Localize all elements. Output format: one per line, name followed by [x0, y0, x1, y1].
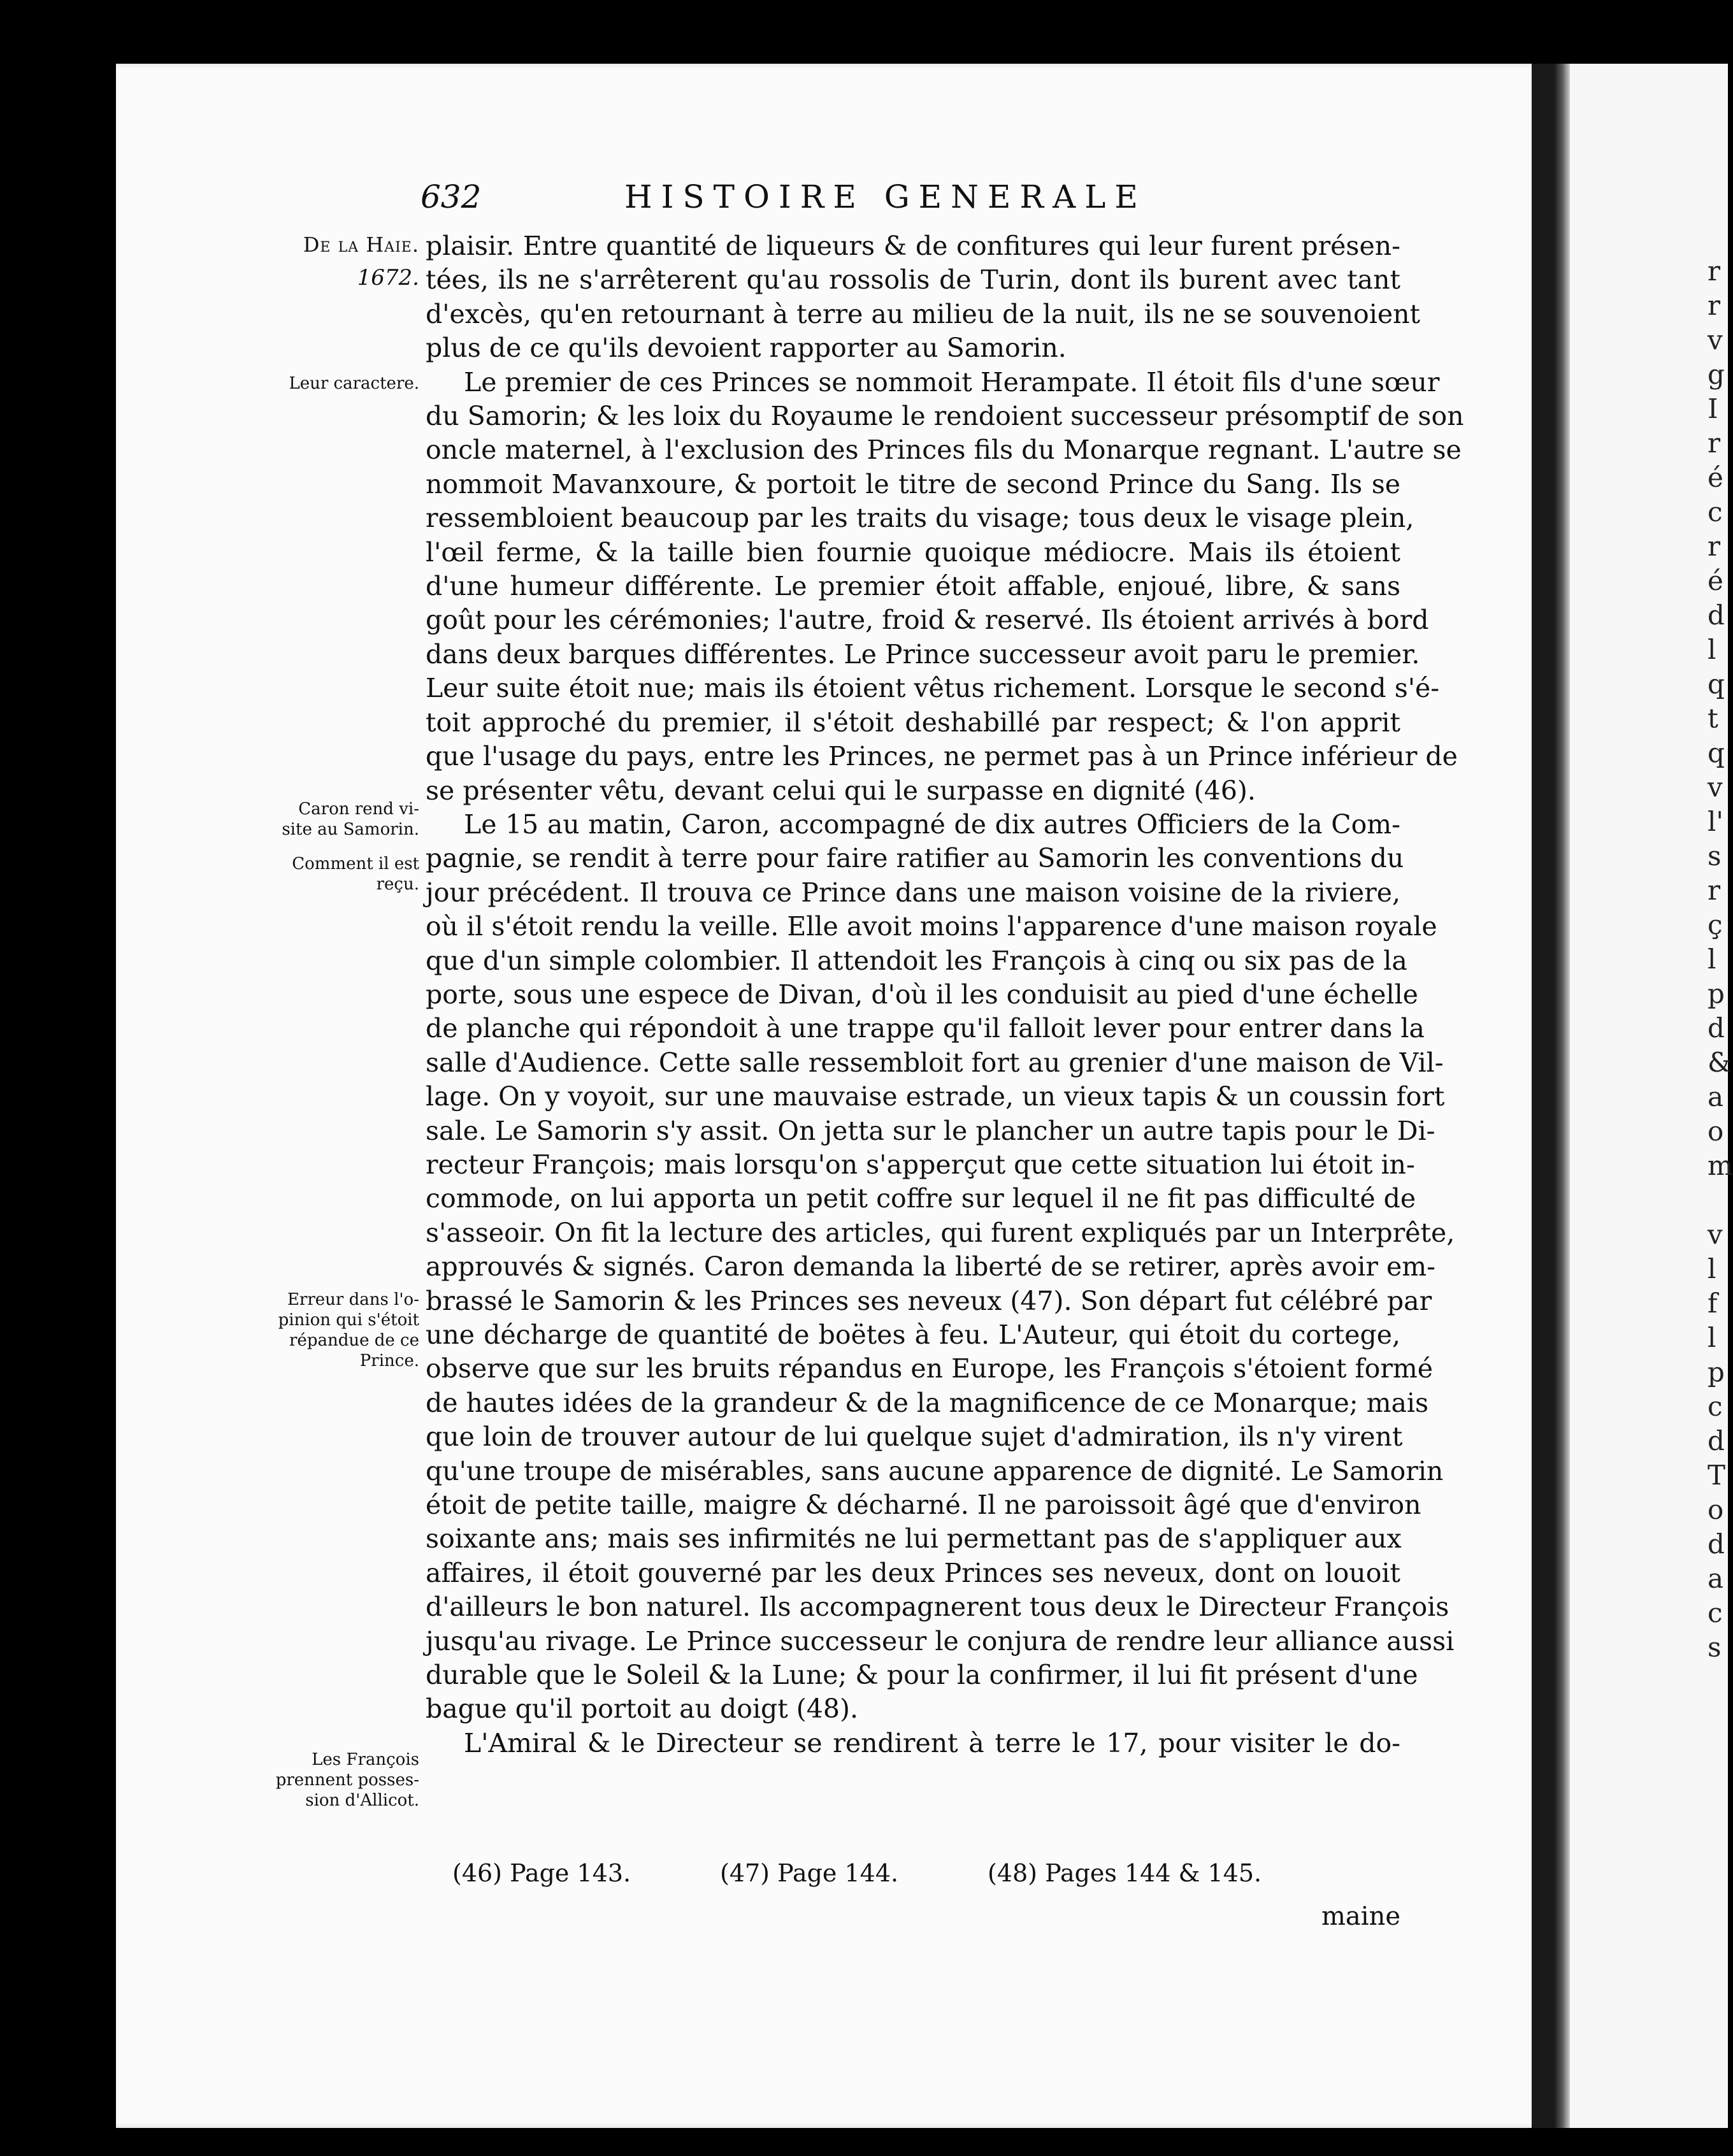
- margin-note-line: 1672.: [357, 265, 419, 291]
- text-line: que loin de trouver autour de lui quelque sujet d'admiration, ils n'y virent: [426, 1421, 1403, 1453]
- margin-note-visite: [255, 799, 419, 840]
- text-line: toit approché du premier, il s'étoit deshabillé par respect; & l'on apprit: [426, 707, 1400, 738]
- right-page-fragment: T: [1708, 1460, 1726, 1491]
- text-line: que l'usage du pays, entre les Princes, ne permet pas à un Prince inférieur de: [426, 741, 1458, 772]
- margin-note-line: Caron rend vi-: [298, 800, 419, 819]
- margin-note-line: prennent posses-: [275, 1771, 419, 1790]
- text-line: plaisir. Entre quantité de liqueurs & de confitures qui leur furent présen-: [426, 231, 1400, 261]
- footnote: (48) Pages 144 & 145.: [988, 1859, 1262, 1887]
- text-line: d'une humeur différente. Le premier étoit affable, enjoué, libre, & sans: [426, 571, 1400, 602]
- footnote: (46) Page 143.: [452, 1859, 631, 1887]
- text-line: observe que sur les bruits répandus en Europe, les François s'étoient formé: [426, 1353, 1434, 1384]
- text-line: du Samorin; & les loix du Royaume le rendoient successeur présomptif de son: [426, 401, 1464, 432]
- right-page-fragment: l: [1708, 1253, 1716, 1284]
- right-page-fragment: r: [1708, 255, 1721, 287]
- right-page-fragment: l: [1708, 944, 1716, 975]
- right-page-fragment: v: [1708, 324, 1723, 356]
- text-line: commode, on lui apporta un petit coffre sur lequel il ne fit pas difficulté de: [426, 1183, 1416, 1214]
- right-page-fragment: p: [1708, 978, 1725, 1009]
- margin-note-erreur: [255, 1290, 419, 1371]
- text-line: de hautes idées de la grandeur & de la magnificence de ce Monarque; mais: [426, 1387, 1429, 1418]
- body-text: [426, 229, 1464, 1760]
- margin-note-caractere: [255, 373, 419, 394]
- right-page-fragment: a: [1708, 1563, 1724, 1594]
- text-line: l'œil ferme, & la taille bien fournie quoique médiocre. Mais ils étoient: [426, 536, 1400, 568]
- text-line: s'asseoir. On fit la lecture des articles, qui furent expliqués par un Interprête,: [426, 1217, 1455, 1248]
- text-line: étoit de petite taille, maigre & décharné. Il ne paroissoit âgé que d'environ: [426, 1490, 1421, 1521]
- text-line: qu'une troupe de misérables, sans aucune apparence de dignité. Le Samorin: [426, 1455, 1444, 1486]
- text-line: que d'un simple colombier. Il attendoit les François à cinq ou six pas de la: [426, 945, 1407, 976]
- text-line: L'Amiral & le Directeur se rendirent à terre le 17, pour visiter le do-: [464, 1727, 1400, 1758]
- right-page-fragment: a: [1708, 1081, 1724, 1112]
- text-line: goût pour les cérémonies; l'autre, froid & reservé. Ils étoient arrivés à bord: [426, 605, 1429, 636]
- right-page-fragment: t: [1708, 703, 1718, 734]
- text-line: plus de ce qu'ils devoient rapporter au Samorin.: [426, 333, 1067, 364]
- right-page-fragment: r: [1708, 875, 1721, 906]
- right-page-fragment: ç: [1708, 909, 1723, 940]
- margin-note-author: [255, 234, 419, 255]
- right-page-fragments: [1708, 255, 1733, 1665]
- text-line: d'ailleurs le bon naturel. Ils accompagnerent tous deux le Directeur François: [426, 1592, 1449, 1623]
- margin-note-year: [255, 265, 419, 291]
- text-line: bague qu'il portoit au doigt (48).: [426, 1693, 859, 1725]
- right-page-fragment: c: [1708, 1597, 1723, 1628]
- text-line: Leur suite étoit nue; mais ils étoient vêtus richement. Lorsque le second s'é-: [426, 673, 1440, 704]
- right-page-fragment: r: [1708, 428, 1721, 459]
- right-page-fragment: I: [1708, 393, 1718, 424]
- text-line: d'excès, qu'en retournant à terre au milieu de la nuit, ils ne se souvenoient: [426, 298, 1421, 329]
- text-line: se présenter vêtu, devant celui qui le surpasse en dignité (46).: [426, 775, 1256, 806]
- margin-note-line: sion d'Allicot.: [305, 1791, 419, 1810]
- text-line: tées, ils ne s'arrêterent qu'au rossolis de Turin, dont ils burent avec tant: [426, 264, 1400, 296]
- right-page-fragment: r: [1708, 531, 1721, 562]
- margin-note-line: Les François: [312, 1750, 419, 1769]
- margin-note-allicot: [255, 1750, 419, 1811]
- text-line: Le premier de ces Princes se nommoit Herampate. Il étoit fils d'une sœur: [464, 366, 1440, 398]
- right-page-fragment: d: [1708, 1528, 1725, 1560]
- right-page-fragment: é: [1708, 565, 1723, 596]
- book-gutter: [1532, 64, 1555, 2128]
- text-line: salle d'Audience. Cette salle ressembloit fort au grenier d'une maison de Vil-: [426, 1047, 1444, 1078]
- right-page-fragment: v: [1708, 1219, 1723, 1250]
- running-head: HISTOIRE GENERALE: [624, 178, 1147, 215]
- right-page-fragment: c: [1708, 496, 1723, 528]
- book-spine: [1555, 64, 1570, 2128]
- right-page-fragment: f: [1708, 1288, 1718, 1319]
- margin-note-line: Comment il est: [292, 854, 419, 873]
- text-line: affaires, il étoit gouverné par les deux Princes ses neveux, dont on louoit: [426, 1557, 1400, 1588]
- right-page-fragment: g: [1708, 359, 1725, 390]
- text-line: soixante ans; mais ses infirmités ne lui permettant pas de s'appliquer aux: [426, 1523, 1402, 1555]
- margin-note-line: site au Samorin.: [282, 820, 419, 839]
- page-number: 632: [421, 178, 482, 215]
- text-line: approuvés & signés. Caron demanda la liberté de se retirer, après avoir em-: [426, 1251, 1436, 1283]
- footnotes: [452, 1859, 1408, 1895]
- text-line: jusqu'au rivage. Le Prince successeur le conjura de rendre leur alliance aussi: [426, 1625, 1455, 1657]
- right-page-fragment: c: [1708, 1391, 1723, 1422]
- right-page-fragment: l: [1708, 1322, 1716, 1353]
- right-page-fragment: l': [1708, 806, 1723, 837]
- margin-note-line: Prince.: [359, 1351, 419, 1370]
- margin-note-line: Erreur dans l'o-: [287, 1290, 419, 1309]
- text-line: porte, sous une espece de Divan, d'où il les conduisit au pied d'une échelle: [426, 979, 1418, 1010]
- text-line: une décharge de quantité de boëtes à feu. L'Auteur, qui étoit du cortege,: [426, 1319, 1400, 1350]
- text-line: dans deux barques différentes. Le Prince successeur avoit paru le premier.: [426, 638, 1420, 670]
- right-page-fragment: &: [1708, 1047, 1732, 1078]
- right-page-fragment: o: [1708, 1494, 1724, 1525]
- right-page-fragment: q: [1708, 668, 1725, 700]
- footnote: (47) Page 144.: [720, 1859, 899, 1887]
- text-line: recteur François; mais lorsqu'on s'apperçut que cette situation lui étoit in-: [426, 1149, 1415, 1180]
- margin-note-line: répandue de ce: [289, 1331, 419, 1350]
- right-page-fragment: m: [1708, 1150, 1733, 1181]
- book-page-right: [1555, 64, 1733, 2128]
- right-page-fragment: r: [1708, 290, 1721, 321]
- catchword: maine: [1321, 1902, 1401, 1931]
- right-page-fragment: d: [1708, 1012, 1725, 1044]
- right-page-fragment: s: [1708, 840, 1722, 872]
- text-line: de planche qui répondoit à une trappe qu'il falloit lever pour entrer dans la: [426, 1013, 1425, 1044]
- margin-note-line: Leur caractere.: [289, 374, 419, 393]
- right-page-fragment: s: [1708, 1632, 1722, 1663]
- right-page-fragment: v: [1708, 772, 1723, 803]
- text-line: jour précédent. Il trouva ce Prince dans une maison voisine de la riviere,: [426, 877, 1400, 908]
- text-line: sale. Le Samorin s'y assit. On jetta sur le plancher un autre tapis pour le Di-: [426, 1115, 1435, 1146]
- text-line: nommoit Mavanxoure, & portoit le titre de second Prince du Sang. Ils se: [426, 468, 1400, 499]
- text-line: Le 15 au matin, Caron, accompagné de dix autres Officiers de la Com-: [464, 808, 1400, 840]
- text-line: durable que le Soleil & la Lune; & pour la confirmer, il lui fit présent d'une: [426, 1660, 1418, 1691]
- margin-note-recu: [255, 854, 419, 895]
- margin-note-line: pinion qui s'étoit: [278, 1311, 419, 1330]
- right-page-fragment: [1708, 1184, 1733, 1218]
- text-line: lage. On y voyoit, sur une mauvaise estrade, un vieux tapis & un coussin fort: [426, 1081, 1445, 1112]
- page-header: [421, 178, 1211, 223]
- margin-note-line: De la Haie.: [303, 233, 419, 257]
- right-page-fragment: é: [1708, 462, 1723, 493]
- text-line: ressembloient beaucoup par les traits du visage; tous deux le visage plein,: [426, 503, 1414, 534]
- right-page-fragment: p: [1708, 1356, 1725, 1388]
- right-page-fragment: q: [1708, 737, 1725, 768]
- right-page-fragment: l: [1708, 634, 1716, 665]
- right-page-fragment: d: [1708, 1425, 1725, 1456]
- right-page-fragment: o: [1708, 1116, 1724, 1147]
- margin-note-line: reçu.: [376, 875, 419, 894]
- text-line: brassé le Samorin & les Princes ses neveux (47). Son départ fut célébré par: [426, 1285, 1432, 1316]
- right-page-fragment: d: [1708, 600, 1725, 631]
- text-line: où il s'étoit rendu la veille. Elle avoit moins l'apparence d'une maison royale: [426, 911, 1437, 942]
- text-line: oncle maternel, à l'exclusion des Princes fils du Monarque regnant. L'autre se: [426, 435, 1462, 466]
- text-line: pagnie, se rendit à terre pour faire ratifier au Samorin les conventions du: [426, 843, 1404, 874]
